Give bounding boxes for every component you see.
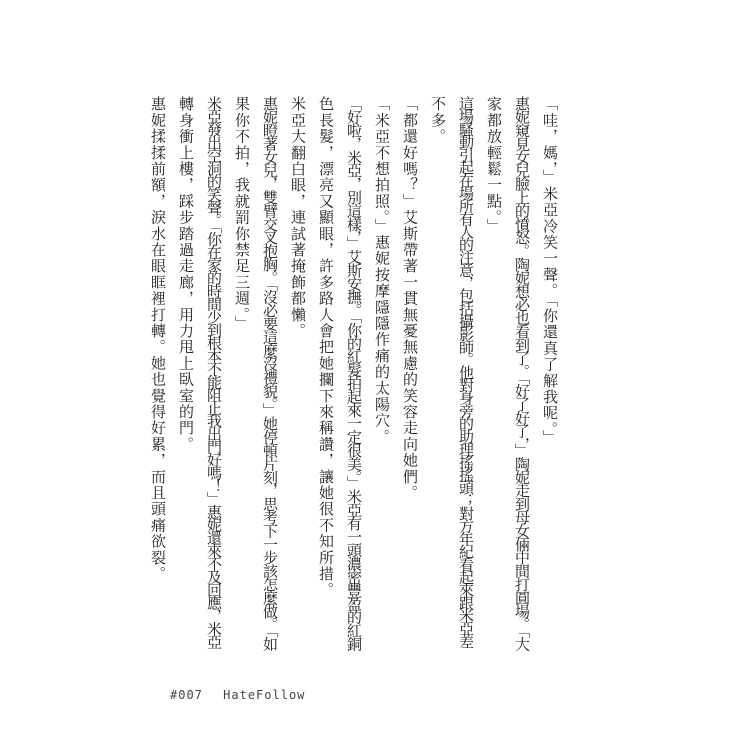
text-line: 不多。 (429, 96, 447, 145)
text-line: 米亞發出空洞的笑聲。「你在家的時間少到根本不能阻止我出門好嗎！」惠妮還來不及回應，米亞 (205, 96, 223, 648)
text-line: 家都放輕鬆一點。」 (485, 96, 503, 235)
text-line: 「都還好嗎？」艾斯帶著一貫無憂無慮的笑容走向她們。 (401, 96, 419, 501)
text-line: 「哇，媽，」米亞冷笑一聲。「你還真了解我呢。」 (541, 96, 559, 447)
text-line: 惠妮瞪著女兒，雙臂交叉抱胸。「沒必要這麼沒禮貌。」她停頓片刻，思考下一步該怎麼做。「如 (261, 96, 279, 650)
text-line: 色長髮，漂亮又顯眼，許多路人會把她攔下來稱讚，讓她很不知所措。 (317, 96, 335, 599)
text-line: 惠妮窺見女兒臉上的憤怒。陶妮想必也看到了。「好了好了，」陶妮走到母女倆中間打圓場。「大 (513, 96, 531, 650)
page-number: #007 (170, 688, 203, 702)
text-line: 米亞大翻白眼，連試著掩飾都懶。 (289, 96, 307, 339)
text-line: 惠妮揉揉前額，淚水在眼眶裡打轉。她也覺得好累，而且頭痛欲裂。 (149, 96, 167, 582)
book-title: HateFollow (223, 688, 306, 702)
text-line: 這場騷動引起在場所有人的注意，包括攝影師。他對身旁的助理搖搖頭；對方年紀看起來跟米亞差 (457, 96, 475, 647)
text-line: 「好啦，米亞，別這樣，」艾斯安撫。「你的紅髮拍起來一定很美。」米亞有一頭濃密豐盈的紅銅 (345, 96, 363, 650)
text-line: 轉身衝上樓，踩步踏過走廊，用力甩上臥室的門。 (177, 96, 195, 453)
text-line: 「米亞不想拍照。」惠妮按摩隱隱作痛的太陽穴。 (373, 96, 391, 445)
text-line: 果你不拍，我就罰你禁足三週。」 (233, 96, 251, 332)
page-footer (170, 688, 317, 702)
